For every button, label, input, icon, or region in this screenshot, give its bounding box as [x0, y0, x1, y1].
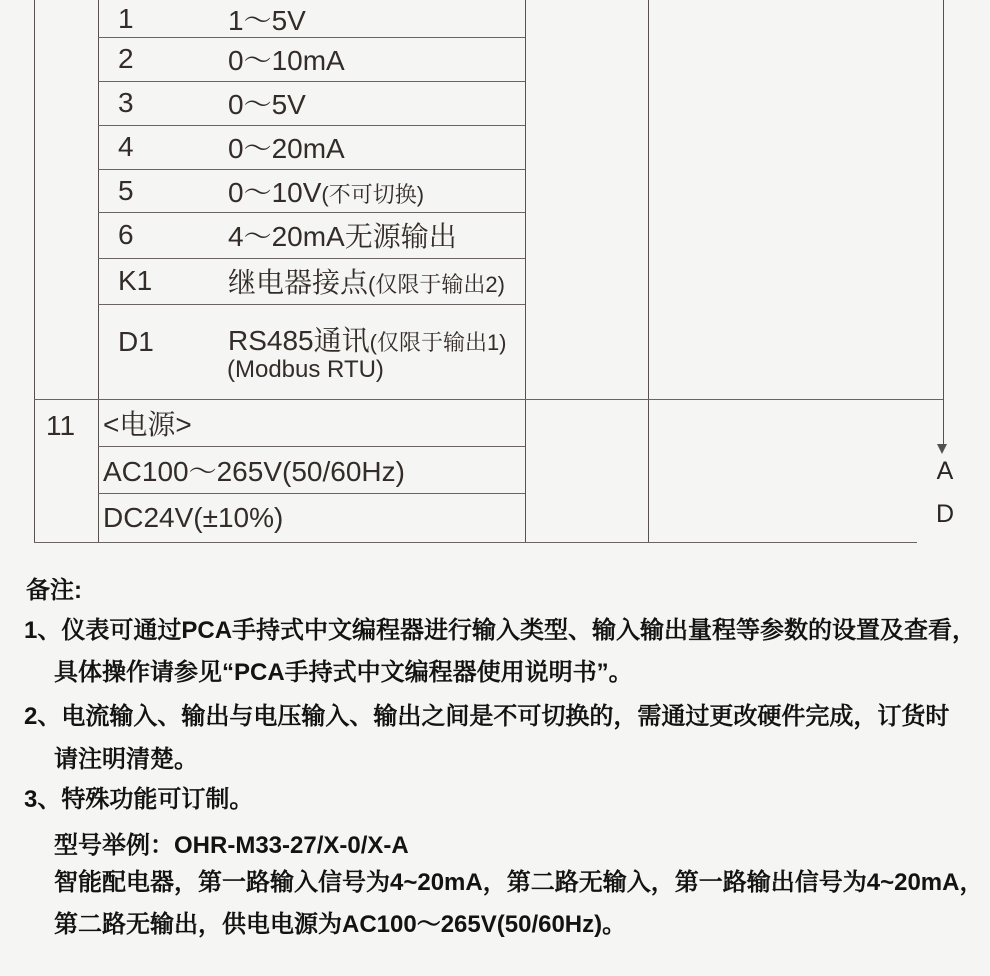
power-option-ac: AC100～265V(50/60Hz) [103, 455, 405, 487]
row-value: 0～10V(不可切换) [228, 176, 425, 208]
table-row [34, 446, 943, 493]
power-header: <电源> [103, 408, 192, 440]
row-value: RS485通讯(仅限于输出1) [228, 325, 507, 356]
row-value: 继电器接点(仅限于输出2) [228, 267, 505, 298]
row-code: 2 [118, 43, 134, 74]
table-row [34, 37, 943, 81]
table-row [34, 399, 943, 446]
row-value: 0～20mA [228, 133, 345, 164]
table-row [34, 212, 943, 258]
row-code: 6 [118, 219, 134, 250]
table-row [34, 304, 943, 399]
power-option-code-a: A [936, 457, 954, 485]
row-value: 1～5V [228, 4, 306, 36]
row-value-line2: (Modbus RTU) [227, 356, 384, 383]
leader-line [943, 0, 944, 445]
row-code: 1 [118, 2, 134, 34]
note-item-1-line-1: 1、仪表可通过PCA手持式中文编程器进行输入类型、输入输出量程等参数的设置及查看， [24, 617, 977, 644]
table-row [34, 81, 943, 125]
row-value-qualifier: (不可切换) [321, 181, 425, 207]
row-value: 0～5V [228, 89, 306, 120]
row-value: 0～10mA [228, 45, 345, 76]
table-row [34, 125, 943, 169]
table-row [34, 493, 943, 542]
row-code: 5 [118, 174, 134, 206]
row-code: K1 [118, 265, 153, 296]
note-item-1-line-2: 具体操作请参见“PCA手持式中文编程器使用说明书”。 [54, 659, 633, 686]
row-code: D1 [118, 326, 154, 357]
row-value-qualifier: (仅限于输出2) [368, 272, 505, 297]
row-value-qualifier: (仅限于输出1) [369, 330, 507, 355]
row-code: 4 [118, 131, 134, 162]
row-code: 3 [118, 87, 134, 118]
table-row [34, 169, 943, 212]
model-example-line-3: 第二路无输出，供电电源为AC100～265V(50/60Hz)。 [54, 911, 627, 938]
table-row [34, 0, 943, 37]
notes-heading: 备注: [26, 577, 82, 604]
note-item-3-line-1: 3、特殊功能可订制。 [24, 786, 254, 813]
row-value: 4～20mA无源输出 [228, 221, 457, 252]
note-item-2-line-1: 2、电流输入、输出与电压输入、输出之间是不可切换的，需通过更改硬件完成，订货时 [24, 703, 950, 730]
power-option-code-d: D [935, 500, 955, 528]
table-bottom-border [34, 542, 917, 543]
row11-code: 11 [46, 410, 76, 441]
power-option-dc: DC24V(±10%) [103, 501, 284, 533]
table-row [34, 258, 943, 304]
model-example-line-1: 型号举例：OHR-M33-27/X-0/X-A [54, 832, 409, 859]
note-item-2-line-2: 请注明清楚。 [54, 746, 198, 773]
model-example-line-2: 智能配电器，第一路输入信号为4~20mA，第二路无输入，第一路输出信号为4~20mA， [54, 869, 984, 896]
